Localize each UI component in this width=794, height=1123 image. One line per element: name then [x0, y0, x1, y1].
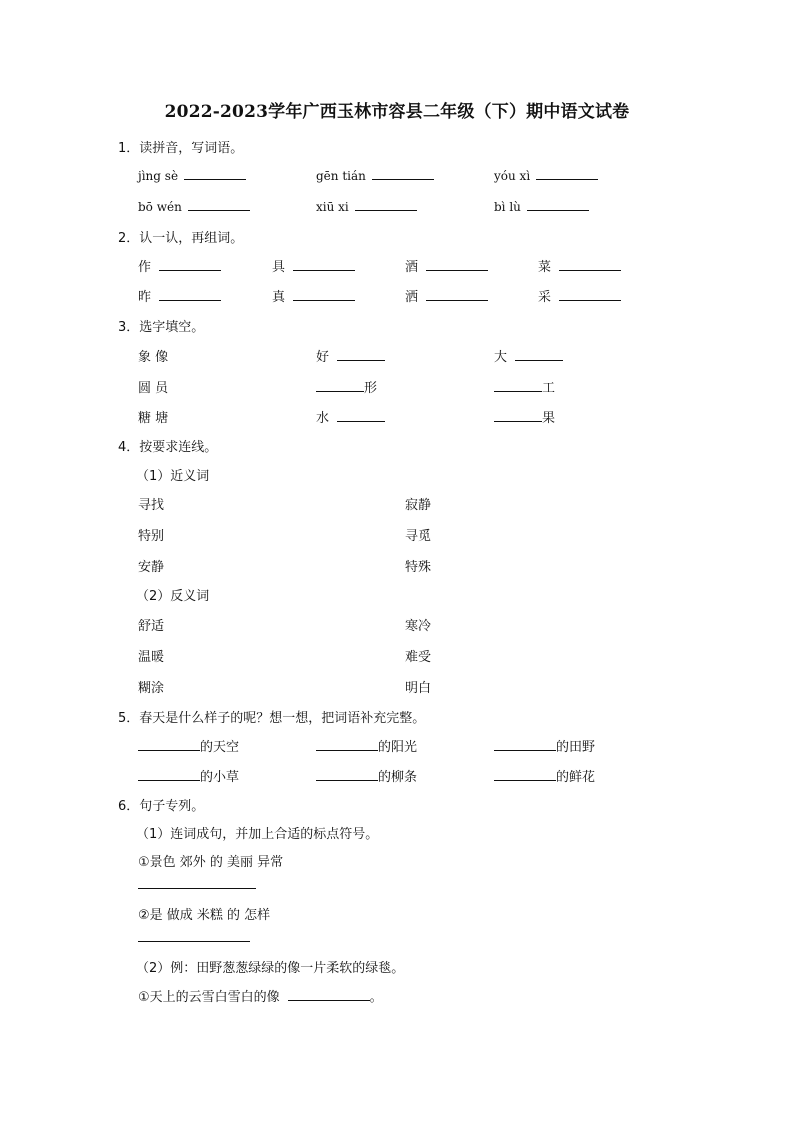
q2-row-1	[0, 256, 794, 276]
q4-ant-left-2: 温暖	[138, 650, 165, 665]
q3-blank-1a: 好	[316, 346, 385, 365]
question-3-label: 3．选字填空。	[118, 320, 205, 335]
q5-row-1	[0, 736, 794, 756]
q5-item-1: 的天空	[138, 736, 239, 755]
q6-sub-1: （1）连词成句，并加上合适的标点符号。	[136, 827, 379, 842]
q5-item-4: 的小草	[138, 766, 239, 785]
q3-row-3	[0, 407, 794, 427]
q5-item-5: 的柳条	[316, 766, 417, 785]
q3-row-2	[0, 377, 794, 397]
q2-item-5: 昨	[138, 286, 221, 305]
q3-blank-2a: 形	[316, 377, 377, 396]
q3-choice-3: 糖 塘	[138, 411, 169, 426]
page-title: 2022-2023学年广西玉林市容县二年级（下）期中语文试卷	[164, 102, 630, 122]
q5-row-2	[0, 766, 794, 786]
q3-blank-3b: 果	[494, 407, 555, 426]
q1-item-4: bō wén	[138, 198, 250, 214]
q1-item-5: xiū xi	[316, 198, 417, 214]
question-2-label: 2．认一认，再组词。	[118, 231, 244, 246]
q2-item-6: 真	[272, 286, 355, 305]
q4-ant-right-2: 难受	[405, 650, 432, 665]
q4-syn-left-2: 特别	[138, 529, 165, 544]
q4-ant-right-3: 明白	[405, 681, 432, 696]
q1-item-6: bì lù	[494, 198, 589, 214]
q3-choice-1: 象 像	[138, 350, 169, 365]
q3-blank-2b: 工	[494, 377, 555, 396]
q2-item-7: 洒	[405, 286, 488, 305]
q1-item-3: yóu xì	[494, 167, 598, 183]
q2-item-1: 作	[138, 256, 221, 275]
q2-item-8: 采	[538, 286, 621, 305]
q6-sentence-3: ①天上的云雪白雪白的像 。	[138, 990, 383, 1005]
question-6-label: 6．句子专列。	[118, 799, 205, 814]
q4-sub-synonyms: （1）近义词	[136, 469, 210, 484]
q1-item-2: gēn tián	[316, 167, 434, 183]
q3-row-1	[0, 346, 794, 366]
question-4-label: 4．按要求连线。	[118, 440, 218, 455]
q4-syn-right-3: 特殊	[405, 560, 432, 575]
q6-sentence-1: ①景色 郊外 的 美丽 异常	[138, 855, 284, 870]
q6-sub-2: （2）例：田野葱葱绿绿的像一片柔软的绿毯。	[136, 961, 405, 976]
q1-item-1: jìng sè	[138, 167, 246, 183]
q5-item-3: 的田野	[494, 736, 595, 755]
q6-answer-line-2	[138, 941, 250, 942]
q1-row-2	[0, 198, 794, 218]
q2-item-4: 菜	[538, 256, 621, 275]
q3-choice-2: 圆 员	[138, 381, 169, 396]
q4-ant-right-1: 寒冷	[405, 619, 432, 634]
q4-syn-right-2: 寻觅	[405, 529, 432, 544]
q4-syn-left-3: 安静	[138, 560, 165, 575]
question-5-label: 5．春天是什么样子的呢？想一想，把词语补充完整。	[118, 711, 426, 726]
q2-item-2: 具	[272, 256, 355, 275]
q6-sentence-2: ②是 做成 米糕 的 怎样	[138, 908, 271, 923]
q4-sub-antonyms: （2）反义词	[136, 589, 210, 604]
q2-item-3: 酒	[405, 256, 488, 275]
q3-blank-1b: 大	[494, 346, 563, 365]
q6-answer-line-1	[138, 888, 256, 889]
q3-blank-3a: 水	[316, 407, 385, 426]
q4-ant-left-3: 糊涂	[138, 681, 165, 696]
q2-row-2	[0, 286, 794, 306]
q5-item-2: 的阳光	[316, 736, 417, 755]
q1-row-1	[0, 167, 794, 187]
q4-ant-left-1: 舒适	[138, 619, 165, 634]
q5-item-6: 的鲜花	[494, 766, 595, 785]
q4-syn-left-1: 寻找	[138, 498, 165, 513]
question-1-label: 1．读拼音，写词语。	[118, 141, 244, 156]
q4-syn-right-1: 寂静	[405, 498, 432, 513]
